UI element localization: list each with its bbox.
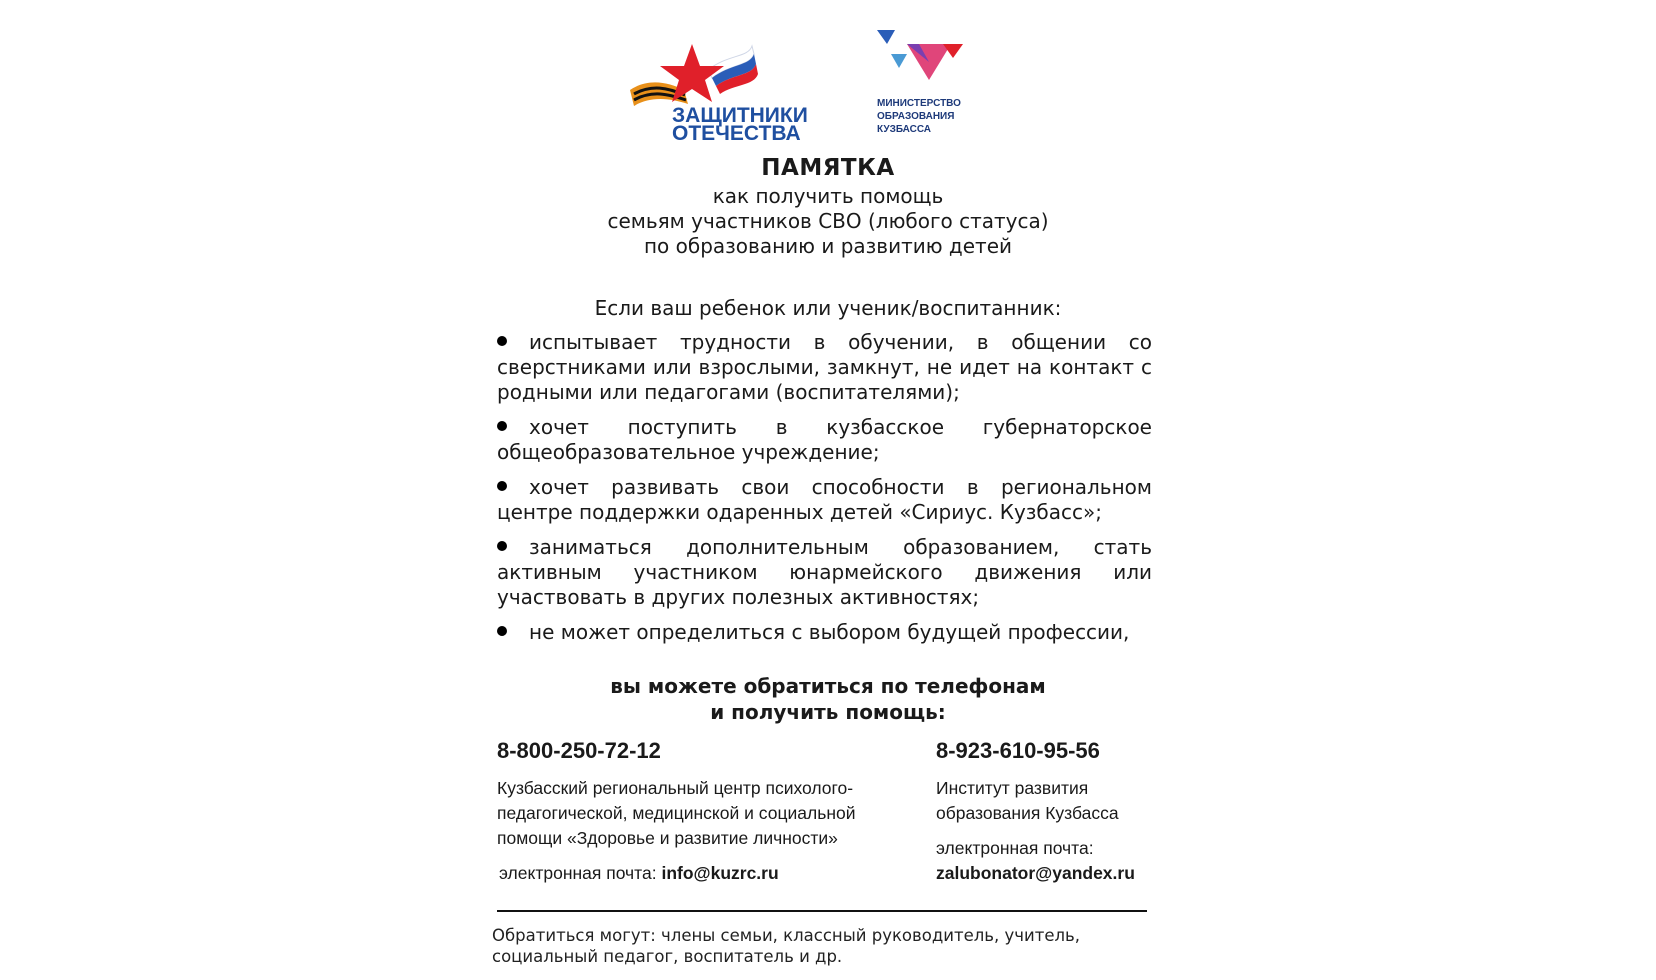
svg-text:ОТЕЧЕСТВА: ОТЕЧЕСТВА bbox=[672, 122, 801, 140]
list-item bbox=[497, 475, 1152, 525]
call-line-1: вы можете обратиться по телефонам bbox=[610, 674, 1046, 698]
defenders-of-fatherland-logo bbox=[628, 40, 828, 140]
org-name-line: образования Кузбасса bbox=[936, 803, 1119, 823]
list-item-text: не может определиться с выбором будущей профессии, bbox=[529, 620, 1130, 644]
list-item bbox=[497, 535, 1152, 610]
list-item-text: заниматься дополнительным образованием, стать активным участником юнармейского движения или участвовать в других полезных активностях; bbox=[497, 535, 1152, 609]
call-line-2: и получить помощь: bbox=[710, 700, 946, 724]
svg-text:ОБРАЗОВАНИЯ: ОБРАЗОВАНИЯ bbox=[877, 111, 955, 122]
bullet-icon bbox=[497, 421, 507, 431]
svg-text:КУЗБАССА: КУЗБАССА bbox=[877, 124, 932, 135]
org-name-line: Кузбасский региональный центр психолого- bbox=[497, 778, 854, 798]
phone-number-link[interactable]: 8-923-610-95-56 bbox=[936, 738, 1100, 763]
bullet-icon bbox=[497, 541, 507, 551]
svg-text:МИНИСТЕРСТВО: МИНИСТЕРСТВО bbox=[877, 98, 961, 109]
ministry-of-education-logo bbox=[873, 28, 983, 138]
footer-note bbox=[492, 925, 1132, 967]
subtitle-line: как получить помощь bbox=[712, 184, 944, 208]
list-item bbox=[497, 620, 1152, 645]
intro-text: Если ваш ребенок или ученик/воспитанник: bbox=[594, 296, 1062, 320]
bullet-icon bbox=[497, 481, 507, 491]
email-link[interactable]: zalubonator@yandex.ru bbox=[936, 863, 1135, 883]
org-name-line: помощи «Здоровье и развитие личности» bbox=[497, 828, 838, 848]
email-row bbox=[499, 861, 917, 886]
divider bbox=[497, 910, 1147, 912]
email-link[interactable]: info@kuzrc.ru bbox=[661, 863, 779, 883]
subtitle-line: по образованию и развитию детей bbox=[643, 234, 1013, 258]
title-block bbox=[528, 155, 1128, 259]
email-label: электронная почта: bbox=[499, 863, 657, 883]
footer-line: социальный педагог, воспитатель и др. bbox=[492, 947, 843, 966]
list-item-text: хочет поступить в кузбасское губернаторское общеобразовательное учреждение; bbox=[497, 415, 1152, 464]
bullet-icon bbox=[497, 336, 507, 346]
email-label: электронная почта: bbox=[936, 838, 1094, 858]
call-to-action bbox=[528, 673, 1128, 725]
logos-header bbox=[628, 24, 988, 144]
phone-number-link[interactable]: 8-800-250-72-12 bbox=[497, 738, 661, 763]
footer-line: Обратиться могут: члены семьи, классный руководитель, учитель, bbox=[492, 926, 1081, 945]
subtitle-line: семьям участников СВО (любого статуса) bbox=[607, 209, 1049, 233]
org-name-line: педагогической, медицинской и социальной bbox=[497, 803, 856, 823]
list-item bbox=[497, 330, 1152, 405]
email-row bbox=[936, 836, 1176, 886]
list-item-text: хочет развивать свои способности в региональном центре поддержки одаренных детей «Сириус. Кузбасс»; bbox=[497, 475, 1152, 524]
list-item-text: испытывает трудности в обучении, в общении со сверстниками или взрослыми, замкнут, не идет на контакт с родными или педагогами (воспитателями); bbox=[497, 330, 1152, 404]
contact-kuzrc bbox=[497, 738, 917, 886]
contact-institute bbox=[936, 738, 1176, 886]
bullet-icon bbox=[497, 626, 507, 636]
page-title: ПАМЯТКА bbox=[761, 155, 895, 181]
list-item bbox=[497, 415, 1152, 465]
svg-text:ЗАЩИТНИКИ: ЗАЩИТНИКИ bbox=[672, 104, 808, 127]
conditions-list bbox=[497, 330, 1152, 655]
org-name-line: Институт развития bbox=[936, 778, 1089, 798]
